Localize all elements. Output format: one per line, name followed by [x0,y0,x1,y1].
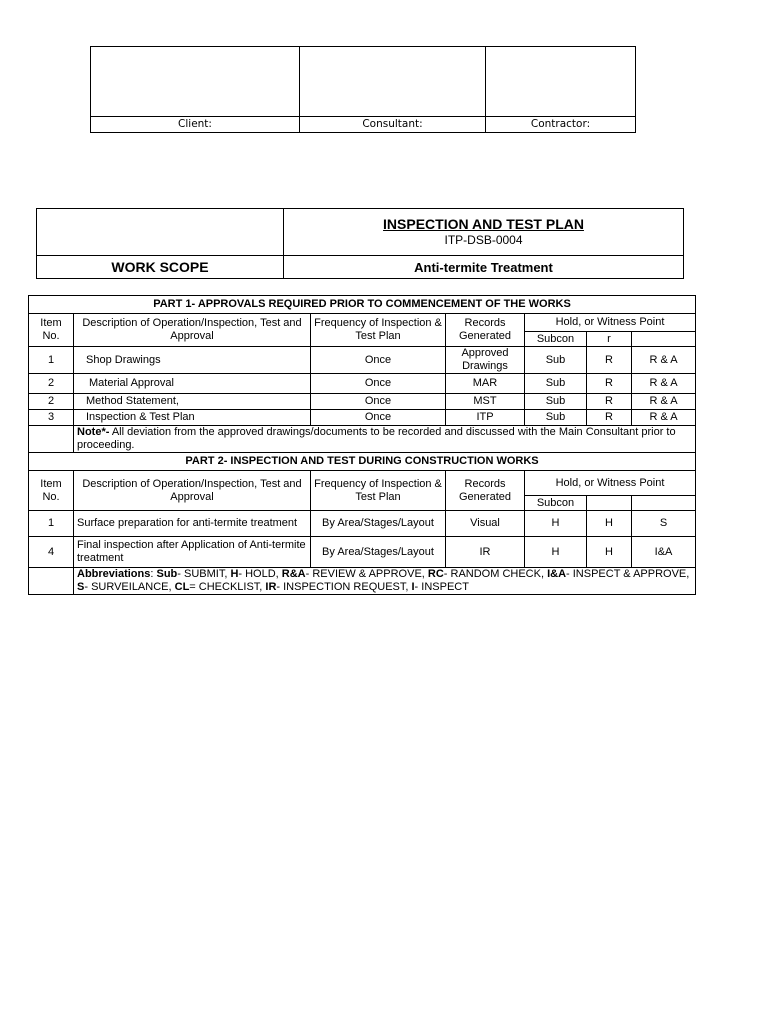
part1-header-third [632,332,696,347]
consultant-label: Consultant: [300,117,486,133]
table-row [29,537,696,568]
part2-header-item: Item No. [29,471,74,511]
note-label: Note*- [77,426,110,438]
table-row [29,347,696,374]
abbreviation-value: = CHECKLIST, [189,581,266,593]
part1-header-item: Item No. [29,314,74,347]
note-spacer [29,426,74,453]
row-h2: H [587,511,632,537]
row-subcon: H [525,511,587,537]
row-item: 2 [29,374,74,394]
signature-table [90,46,636,133]
abbreviation-value: - INSPECT & APPROVE, [566,568,690,580]
part1-header-description: Description of Operation/Inspection, Test and Approval [74,314,311,347]
row-records: MAR [446,374,525,394]
row-item: 1 [29,511,74,537]
row-h3: R & A [632,347,696,374]
row-h2: R [587,410,632,426]
abbreviation-value: - REVIEW & APPROVE, [305,568,428,580]
client-signature-box [91,47,300,117]
abbreviation-key: R&A [281,568,306,580]
contractor-signature-box [486,47,636,117]
row-description: Final inspection after Application of Anti-termite treatment [74,537,311,568]
part1-header-records: Records Generated [446,314,525,347]
row-h2: R [587,394,632,410]
work-scope-value: Anti-termite Treatment [284,256,684,279]
logo-cell [37,209,284,256]
part1-header-second: r [587,332,632,347]
part1-header-subcon: Subcon [525,332,587,347]
abbreviation-key: CL [174,581,190,593]
row-frequency: By Area/Stages/Layout [311,511,446,537]
row-subcon: Sub [525,410,587,426]
itp-header-table [36,208,684,279]
table-row [29,394,696,410]
row-records: Approved Drawings [446,347,525,374]
row-h2: R [587,374,632,394]
row-subcon: Sub [525,347,587,374]
abbreviations-row [29,568,696,595]
abbreviations-spacer [29,568,74,595]
part2-header-frequency: Frequency of Inspection & Test Plan [311,471,446,511]
row-h3: R & A [632,394,696,410]
row-description: Material Approval [74,374,311,394]
part2-header-third [632,496,696,511]
abbreviation-key: I [411,581,415,593]
row-subcon: Sub [525,374,587,394]
client-label: Client: [91,117,300,133]
row-subcon: Sub [525,394,587,410]
row-records: IR [446,537,525,568]
note-text: All deviation from the approved drawings/documents to be recorded and discussed with the Main Consultant prior to proceeding. [77,426,676,451]
row-h3: R & A [632,410,696,426]
part1-title: PART 1- APPROVALS REQUIRED PRIOR TO COMMENCEMENT OF THE WORKS [29,296,696,314]
abbreviation-key: S [77,581,85,593]
abbreviations-list [77,568,689,593]
abbreviation-key: I&A [547,568,567,580]
part2-title: PART 2- INSPECTION AND TEST DURING CONSTRUCTION WORKS [29,453,696,471]
abbreviation-value: - SURVEILANCE, [84,581,175,593]
abbreviations-cell: Abbreviations: Sub- SUBMIT, H- HOLD, R&A- REVIEW & APPROVE, RC- RANDOM CHECK, I&A- INSPECT & APPROVE, S- SURVEILANCE, CL= CHECKLIST, IR- INSPECTION REQUEST, I- INSPECT [74,568,696,595]
row-h2: R [587,347,632,374]
work-scope-label: WORK SCOPE [37,256,284,279]
table-row [29,511,696,537]
table-row [29,374,696,394]
row-frequency: Once [311,347,446,374]
abbreviations-label: Abbreviations [77,568,151,580]
row-records: Visual [446,511,525,537]
row-frequency: By Area/Stages/Layout [311,537,446,568]
row-h3: S [632,511,696,537]
row-h3: I&A [632,537,696,568]
row-description: Method Statement, [74,394,311,410]
row-h2: H [587,537,632,568]
row-records: ITP [446,410,525,426]
row-item: 4 [29,537,74,568]
abbreviation-value: - INSPECTION REQUEST, [276,581,412,593]
note-row [29,426,696,453]
part2-header-description: Description of Operation/Inspection, Test and Approval [74,471,311,511]
abbreviation-value: - RANDOM CHECK, [443,568,548,580]
itp-main-table [28,295,696,595]
document-title: INSPECTION AND TEST PLAN [383,216,584,232]
contractor-label: Contractor: [486,117,636,133]
part2-header-second [587,496,632,511]
row-item: 2 [29,394,74,410]
abbreviation-value: - SUBMIT, [177,568,231,580]
document-code: ITP-DSB-0004 [444,233,523,247]
row-item: 1 [29,347,74,374]
row-frequency: Once [311,374,446,394]
abbreviation-value: - HOLD, [238,568,282,580]
row-description: Shop Drawings [74,347,311,374]
row-subcon: H [525,537,587,568]
row-frequency: Once [311,394,446,410]
part2-header-subcon: Subcon [525,496,587,511]
abbreviation-key: H [230,568,239,580]
abbreviation-key: Sub [156,568,178,580]
itp-title-cell [284,209,684,256]
part2-header-hold: Hold, or Witness Point [525,471,696,496]
abbreviation-key: RC [427,568,444,580]
table-row [29,410,696,426]
note-cell [74,426,696,453]
row-frequency: Once [311,410,446,426]
part1-header-hold: Hold, or Witness Point [525,314,696,332]
abbreviation-key: IR [265,581,277,593]
row-description: Inspection & Test Plan [74,410,311,426]
consultant-signature-box [300,47,486,117]
abbreviation-value: - INSPECT [414,581,469,593]
part2-header-records: Records Generated [446,471,525,511]
row-item: 3 [29,410,74,426]
part1-header-frequency: Frequency of Inspection & Test Plan [311,314,446,347]
row-description: Surface preparation for anti-termite treatment [74,511,311,537]
row-records: MST [446,394,525,410]
row-h3: R & A [632,374,696,394]
